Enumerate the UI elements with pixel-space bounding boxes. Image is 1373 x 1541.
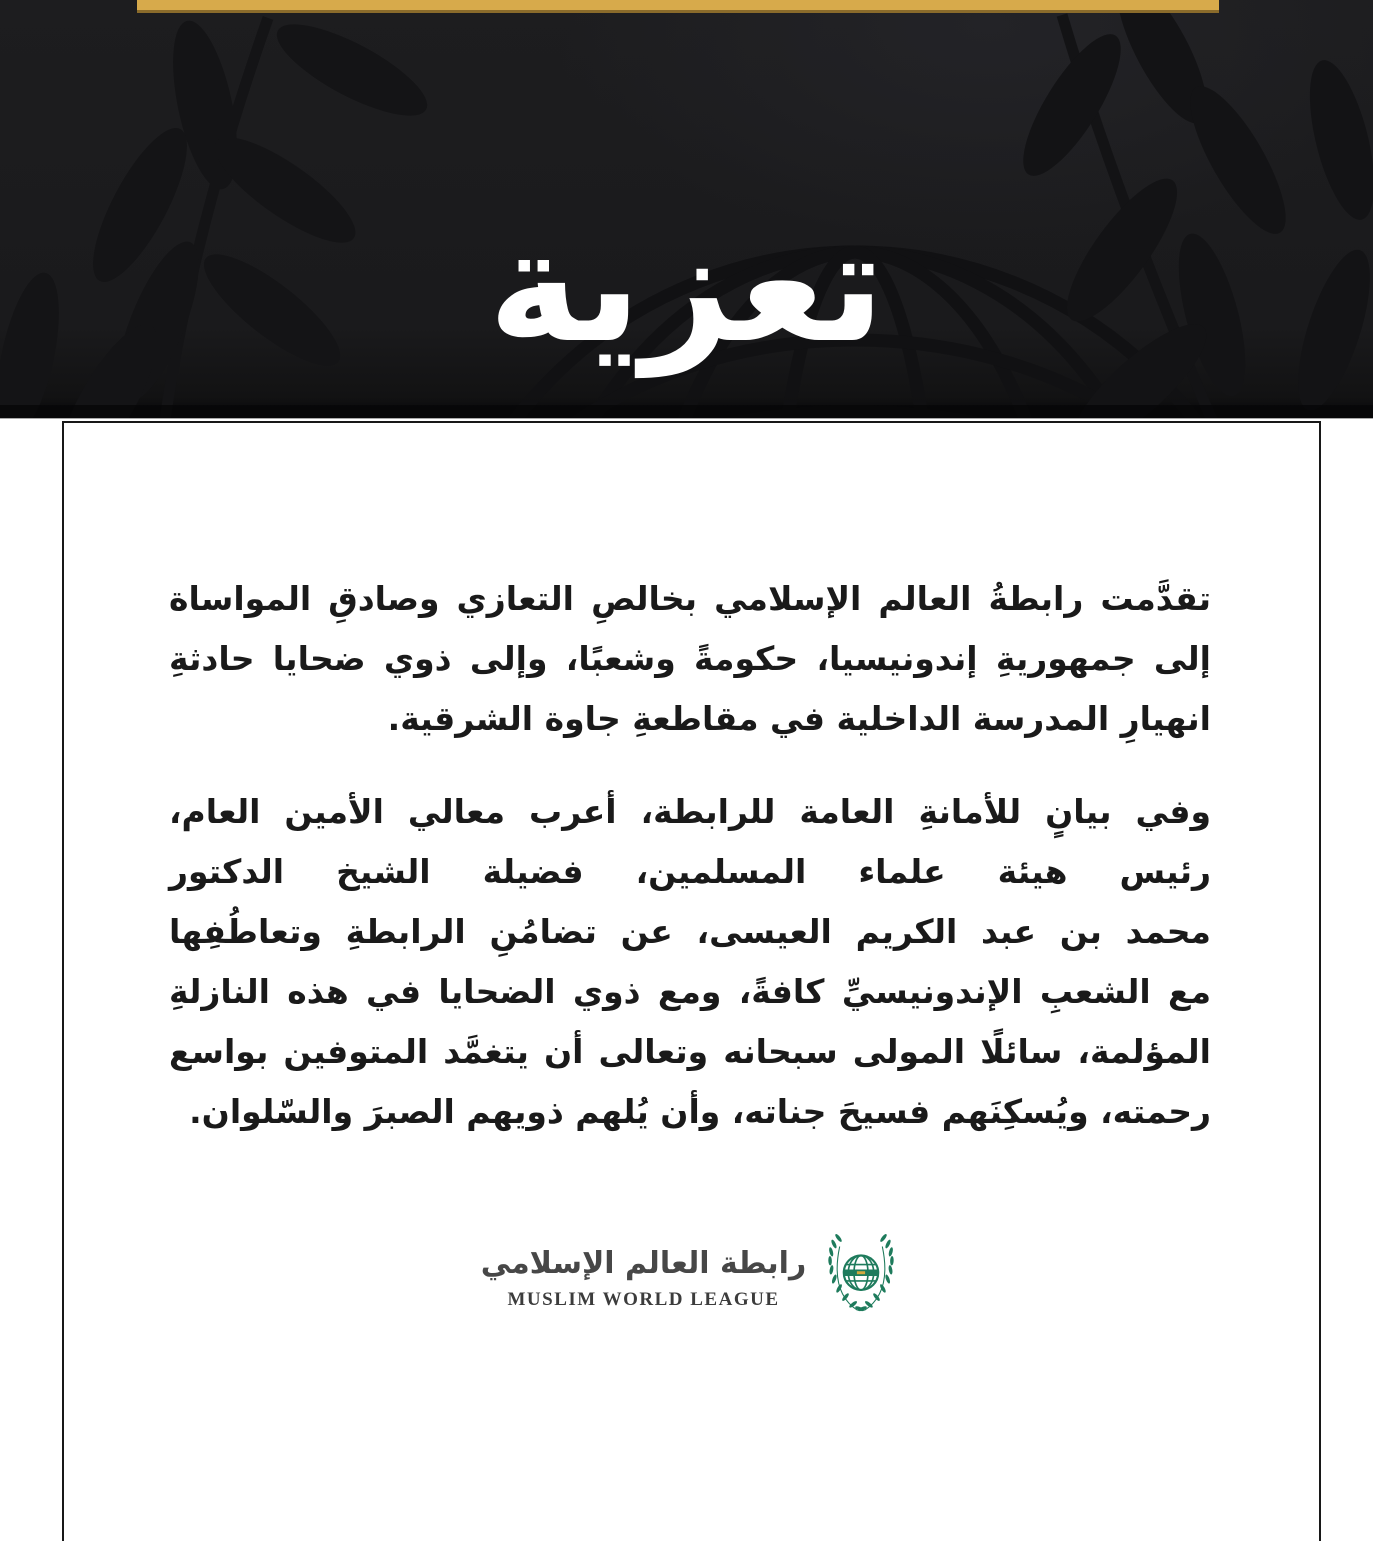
statement-line: المؤلمة، سائلًا المولى سبحانه وتعالى أن يتغمَّد المتوفين بواسع [169, 1032, 1211, 1071]
statement-line: وفي بيانٍ للأمانةِ العامة للرابطة، أعرب معالي الأمين العام، [169, 792, 1211, 831]
statement-line: تقدَّمت رابطةُ العالم الإسلامي بخالصِ التعازي وصادقِ المواساة [169, 579, 1211, 618]
statement-line: محمد بن عبد الكريم العيسى، عن تضامُنِ الرابطةِ وتعاطُفِها [169, 912, 1211, 951]
mwl-logo [64, 1234, 1319, 1318]
mwl-logo-arabic-name: رابطة العالم الإسلامي [480, 1245, 807, 1281]
statement-line: انهيارِ المدرسة الداخلية في مقاطعةِ جاوة الشرقية. [387, 699, 1211, 738]
header-banner [0, 0, 1373, 419]
statement-line: رحمته، ويُسكِنَهم فسيحَ جناته، وأن يُلهم ذويهم الصبرَ والسّلوان. [189, 1092, 1211, 1131]
statement-text [64, 423, 1319, 1142]
kaaba-gold-mark [857, 1271, 865, 1274]
statement-card [62, 421, 1321, 1541]
gold-accent-bar [137, 0, 1219, 13]
statement-line: رئيس هيئة علماء المسلمين، فضيلة الشيخ الدكتور [169, 852, 1211, 891]
statement-line: مع الشعبِ الإندونيسيِّ كافةً، ومع ذوي الضحايا في هذه النازلةِ [169, 972, 1211, 1011]
statement-line: إلى جمهوريةِ إندونيسيا، حكومةً وشعبًا، وإلى ذوي ضحايا حادثةِ [169, 639, 1211, 678]
mwl-logo-english-name: MUSLIM WORLD LEAGUE [507, 1288, 780, 1310]
mwl-emblem-icon [820, 1234, 902, 1318]
condolence-calligraphy-title: تعزية [488, 195, 885, 377]
